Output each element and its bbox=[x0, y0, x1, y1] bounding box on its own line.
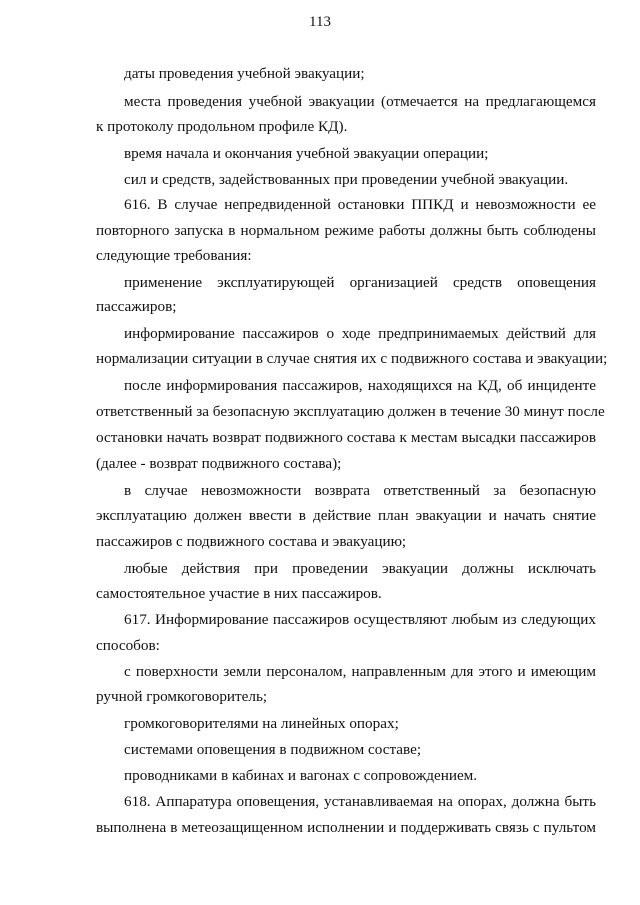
text-line: к протоколу продольном профиле КД). bbox=[96, 118, 348, 135]
text-line: информирование пассажиров о ходе предпринимаемых действий для bbox=[124, 325, 596, 342]
text-line: места проведения учебной эвакуации (отмечается на предлагающемся bbox=[124, 93, 596, 110]
text-line: системами оповещения в подвижном составе; bbox=[124, 741, 422, 758]
text-line: любые действия при проведении эвакуации должны исключать bbox=[124, 560, 596, 577]
page-number: 113 bbox=[309, 14, 331, 30]
text-line: громкоговорителями на линейных опорах; bbox=[124, 715, 399, 732]
text-line: с поверхности земли персоналом, направленным для этого и имеющим bbox=[124, 663, 596, 680]
text-line: выполнена в метеозащищенном исполнении и поддерживать связь с пультом bbox=[96, 819, 596, 836]
text-line: после информирования пассажиров, находящихся на КД, об инциденте bbox=[124, 377, 596, 394]
text-line: даты проведения учебной эвакуации; bbox=[124, 65, 365, 82]
text-line: в случае невозможности возврата ответственный за безопасную bbox=[124, 482, 596, 499]
text-line: способов: bbox=[96, 637, 160, 654]
text-line: следующие требования: bbox=[96, 247, 252, 264]
text-line: ручной громкоговоритель; bbox=[96, 688, 268, 705]
text-line: применение эксплуатирующей организацией средств оповещения bbox=[124, 274, 596, 291]
text-line: проводниками в кабинах и вагонах с сопровождением. bbox=[124, 767, 478, 784]
text-line: пассажиров с подвижного состава и эвакуацию; bbox=[96, 533, 407, 550]
text-line: время начала и окончания учебной эвакуации операции; bbox=[124, 145, 489, 162]
text-line: повторного запуска в нормальном режиме работы должны быть соблюдены bbox=[96, 222, 596, 239]
text-line: 617. Информирование пассажиров осуществляют любым из следующих bbox=[124, 611, 596, 628]
text-line: (далее - возврат подвижного состава); bbox=[96, 455, 342, 472]
text-line: 618. Аппаратура оповещения, устанавливаемая на опорах, должна быть bbox=[124, 793, 596, 810]
text-line: сил и средств, задействованных при проведении учебной эвакуации. bbox=[124, 171, 569, 188]
text-line: остановки начать возврат подвижного состава к местам высадки пассажиров bbox=[96, 429, 596, 446]
text-line: ответственный за безопасную эксплуатацию должен в течение 30 минут после bbox=[96, 403, 605, 420]
text-line: пассажиров; bbox=[96, 298, 177, 315]
text-line: эксплуатацию должен ввести в действие план эвакуации и начать снятие bbox=[96, 507, 596, 524]
text-line: нормализации ситуации в случае снятия их с подвижного состава и эвакуации; bbox=[96, 350, 608, 367]
text-line: самостоятельное участие в них пассажиров. bbox=[96, 585, 382, 602]
text-line: 616. В случае непредвиденной остановки ППКД и невозможности ее bbox=[124, 196, 596, 213]
